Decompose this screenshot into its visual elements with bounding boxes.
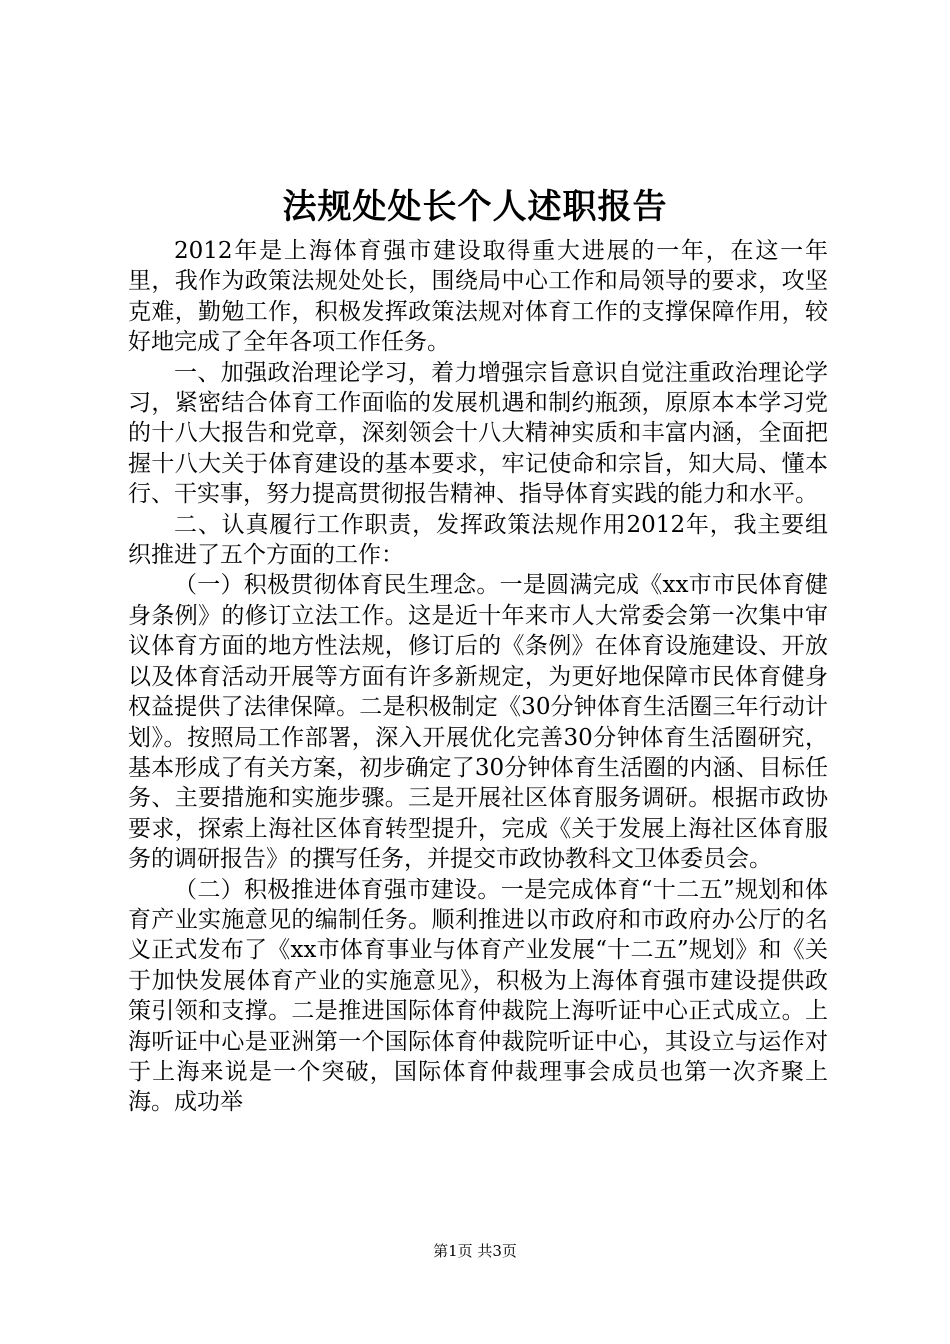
paragraph-intro: 2012年是上海体育强市建设取得重大进展的一年，在这一年里，我作为政策法规处处长，围绕局中心工作和局领导的要求，攻坚克难，勤勉工作，积极发挥政策法规对体育工作的支撑保障作用，较好地完成了全年各项工作任务。 [128, 238, 828, 356]
paragraph-subsection-2: （二）积极推进体育强市建设。一是完成体育“十二五”规划和体育产业实施意见的编制任务。顺利推进以市政府和市政府办公厅的名义正式发布了《xx市体育事业与体育产业发展“十二五”规划》和《关于加快发展体育产业的实施意见》，积极为上海体育强市建设提供政策引领和支撑。二是推进国际体育仲裁院上海听证中心正式成立。上海听证中心是亚洲第一个国际体育仲裁院听证中心，其设立与运作对于上海来说是一个突破，国际体育仲裁理事会成员也第一次齐聚上海。成功举 [128, 876, 828, 1116]
document-body [128, 236, 828, 1118]
paragraph-subsection-1: （一）积极贯彻体育民生理念。一是圆满完成《xx市市民体育健身条例》的修订立法工作。这是近十年来市人大常委会第一次集中审议体育方面的地方性法规，修订后的《条例》在体育设施建设、开放以及体育活动开展等方面有许多新规定，为更好地保障市民体育健身权益提供了法律保障。二是积极制定《30分钟体育生活圈三年行动计划》。按照局工作部署，深入开展优化完善30分钟体育生活圈研究，基本形成了有关方案，初步确定了30分钟体育生活圈的内涵、目标任务、主要措施和实施步骤。三是开展社区体育服务调研。根据市政协要求，探索上海社区体育转型提升，完成《关于发展上海社区体育服务的调研报告》的撰写任务，并提交市政协教科文卫体委员会。 [128, 572, 828, 873]
document-title: 法规处处长个人述职报告 [282, 187, 668, 227]
paragraph-section-2: 二、认真履行工作职责，发挥政策法规作用2012年，我主要组织推进了五个方面的工作： [128, 511, 828, 569]
paragraph-section-1: 一、加强政治理论学习，着力增强宗旨意识自觉注重政治理论学习，紧密结合体育工作面临的发展机遇和制约瓶颈，原原本本学习党的十八大报告和党章，深刻领会十八大精神实质和丰富内涵，全面把握十八大关于体育建设的基本要求，牢记使命和宗旨，知大局、懂本行、干实事，努力提高贯彻报告精神、指导体育实践的能力和水平。 [128, 359, 828, 508]
page-footer: 第1页 共3页 [433, 1242, 517, 1260]
